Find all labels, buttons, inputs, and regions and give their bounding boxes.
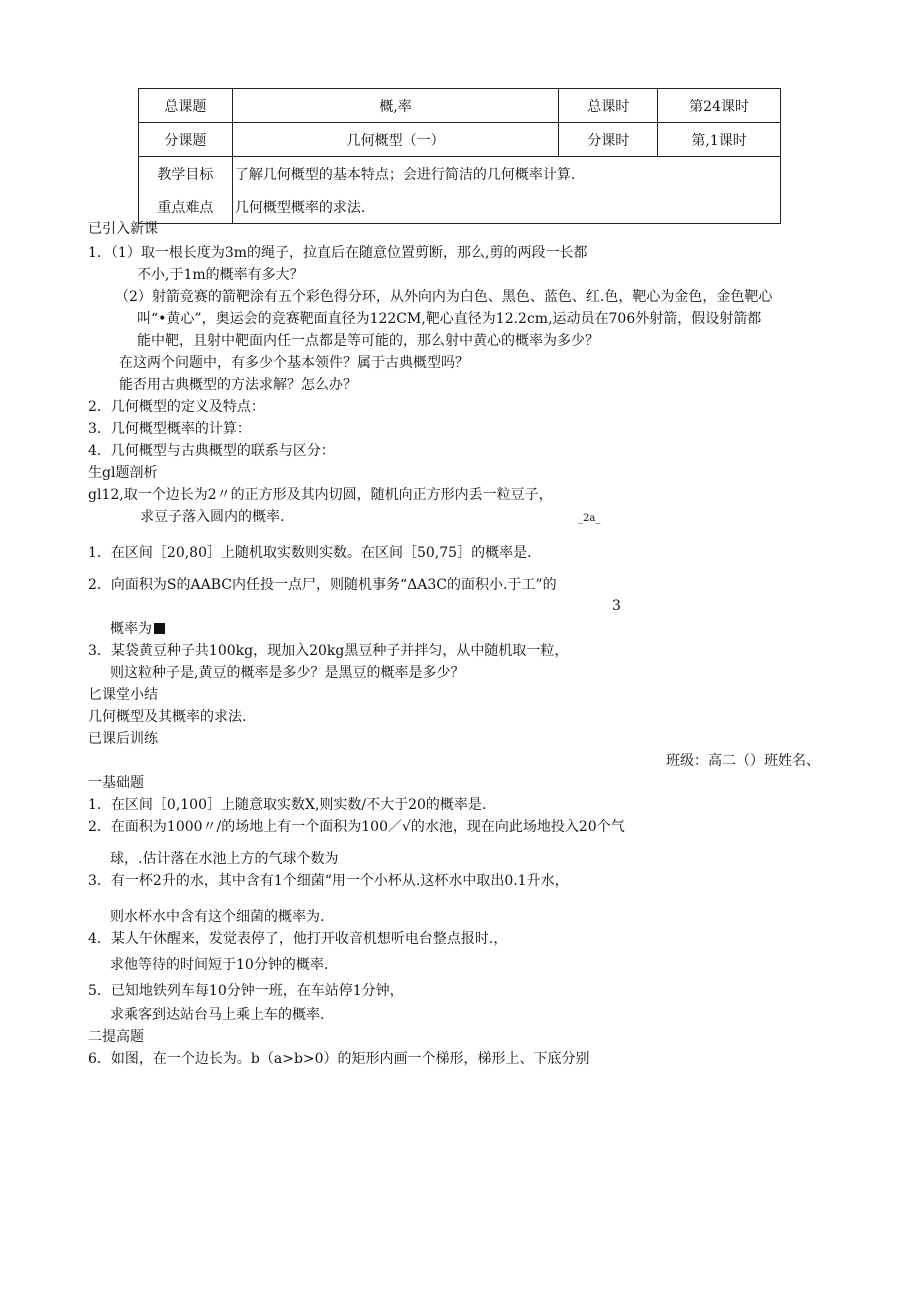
intro-line-2: 不小,于1m的概率有多大？: [137, 267, 304, 283]
cell-total-hours-label: 总课时: [559, 89, 658, 123]
section-summary-heading: 匕课堂小结: [88, 687, 158, 703]
cell-sub-hours-label: 分课时: [559, 123, 658, 157]
class-name-line: 班级：高二（）班姓名、: [666, 753, 820, 769]
cell-goal-label: 教学目标: [139, 157, 233, 191]
practice-line-4: 3．某袋黄豆种子共100kg，现加入20kg黑豆种子并拌匀，从中随机取一粒，: [88, 643, 569, 659]
filled-square-icon: [154, 623, 165, 634]
basic-line-5: 则水杯水中含有这个细菌的概率为.: [110, 909, 325, 925]
basic-line-2: 2．在面积为1000〃/的场地上有一个面积为100／√的水池，现在向此场地投入20个气: [88, 819, 625, 835]
summary-line: 几何概型及其概率的求法.: [88, 709, 247, 725]
section-advanced-heading: 二提高题: [88, 1029, 144, 1045]
basic-line-9: 求乘客到达站台马上乘上车的概率.: [110, 1007, 325, 1023]
example-note: _2a_: [578, 513, 601, 524]
basic-line-7: 求他等待的时间短于10分钟的概率.: [110, 957, 329, 973]
cell-key: 几何概型概率的求法.: [232, 190, 780, 224]
basic-line-6: 4．某人午休醒来，发觉表停了，他打开收音机想听电台整点报时.，: [88, 931, 508, 947]
practice-note: 3: [612, 598, 621, 614]
practice-line-5: 则这粒种子是,黄豆的概率是多少？是黑豆的概率是多少？: [110, 665, 465, 681]
cell-sub-hours: 第,1课时: [658, 123, 781, 157]
cell-total-topic-label: 总课题: [139, 89, 233, 123]
basic-line-3: 球，.估计落在水池上方的气球个数为: [110, 851, 339, 867]
section-homework-heading: 已课后训练: [88, 731, 158, 747]
lesson-header-table: [138, 88, 781, 224]
cell-goal: 了解几何概型的基本特点；会进行简洁的几何概率计算.: [232, 157, 780, 191]
intro-line-9: 3．几何概型概率的计算：: [88, 421, 251, 437]
advanced-line-1: 6．如图，在一个边长为。b（a>b>0）的矩形内画一个梯形，梯形上、下底分别: [88, 1051, 590, 1067]
cell-key-label: 重点难点: [139, 190, 233, 224]
example-line-2: 求豆子落入圆内的概率.: [140, 509, 285, 525]
intro-line-6: 在这两个问题中，有多少个基本领件？属于古典概型吗？: [119, 355, 469, 371]
intro-line-1: 1．（1）取一根长度为3m的绳子，拉直后在随意位置剪断，那么,剪的两段一长都: [88, 245, 588, 261]
section-example-heading: 生gl题剖析: [88, 465, 158, 481]
intro-line-10: 4．几何概型与古典概型的联系与区分：: [88, 443, 335, 459]
cell-sub-topic-label: 分课题: [139, 123, 233, 157]
section-intro-heading: 已引入新课: [88, 221, 158, 237]
section-basic-heading: 一基础题: [88, 775, 144, 791]
intro-line-3: （2）射箭竞赛的箭靶涂有五个彩色得分环，从外向内为白色、黑色、蓝色、红.色，靶心为金色，金色靶心: [115, 289, 773, 305]
cell-total-hours: 第24课时: [658, 89, 781, 123]
intro-line-5: 能中靶，且射中靶面内任一点都是等可能的，那么射中黄心的概率为多少？: [137, 333, 599, 349]
intro-line-8: 2．几何概型的定义及特点：: [88, 399, 265, 415]
practice-line-2: 2．向面积为S的AABC内任投一点尸，则随机事务“ΔA3C的面积小.于工”的: [88, 577, 557, 593]
practice-line-1: 1．在区间［20,80］上随机取实数则实数。在区间［50,75］的概率是.: [88, 545, 532, 561]
basic-line-8: 5．已知地铁列车每10分钟一班，在车站停1分钟，: [88, 983, 404, 999]
intro-line-4: 叫“•黄心”，奥运会的竞赛靶面直径为122CM,靶心直径为12.2cm,运动员在706外射箭，假设射箭都: [137, 311, 762, 327]
example-line-1: gl12,取一个边长为2〃的正方形及其内切圆，随机向正方形内丢一粒豆子，: [88, 487, 553, 503]
basic-line-1: 1．在区间［0,100］上随意取实数X,则实数/不大于20的概率是.: [88, 797, 487, 813]
cell-sub-topic: 几何概型（一）: [232, 123, 558, 157]
cell-total-topic: 概,率: [232, 89, 558, 123]
practice-line-3: 概率为: [110, 622, 165, 636]
basic-line-4: 3．有一杯2升的水，其中含有1个细菌“用一个小杯从.这杯水中取出0.1升水，: [88, 873, 569, 889]
intro-line-7: 能否用古典概型的方法求解？怎么办？: [119, 377, 357, 393]
